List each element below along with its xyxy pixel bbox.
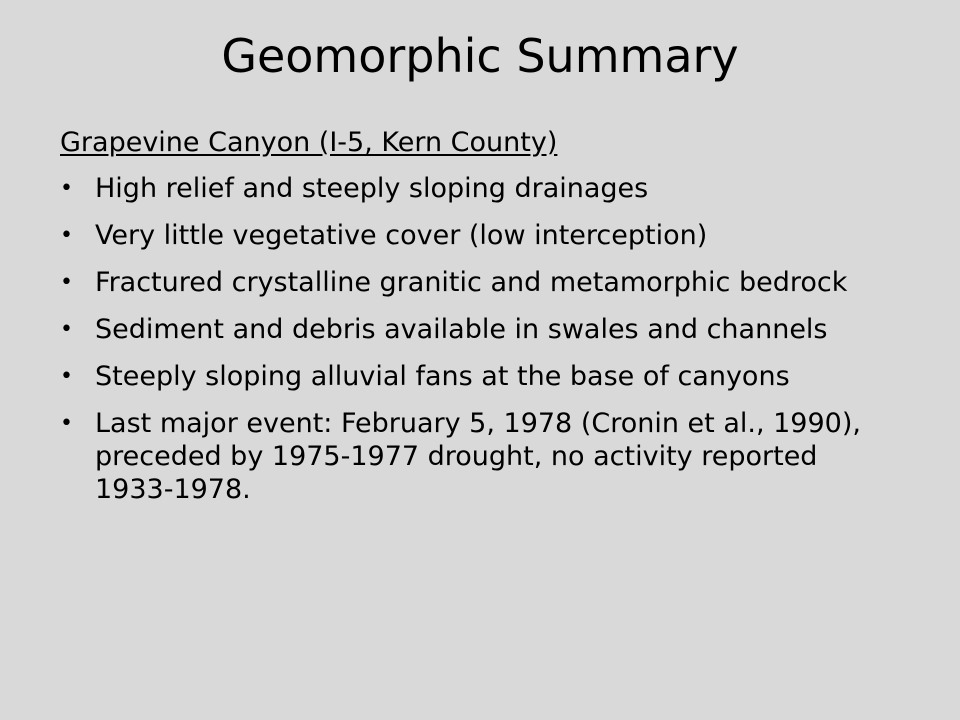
bullet-item	[60, 360, 880, 393]
bullet-icon: •	[60, 317, 73, 342]
bullet-list	[60, 172, 880, 506]
bullet-text: Fractured crystalline granitic and metamorphic bedrock	[95, 267, 848, 298]
bullet-item	[60, 266, 880, 299]
bullet-item	[60, 313, 880, 346]
bullet-text: Steeply sloping alluvial fans at the base of canyons	[95, 361, 790, 392]
bullet-text: Very little vegetative cover (low interception)	[95, 220, 708, 251]
bullet-item	[60, 407, 880, 506]
bullet-icon: •	[60, 411, 73, 436]
bullet-item	[60, 172, 880, 205]
bullet-text: Last major event: February 5, 1978 (Cronin et al., 1990), preceded by 1975-1977 drought, no activity reported 1933-1978.	[95, 408, 861, 505]
bullet-item	[60, 219, 880, 252]
slide-title: Geomorphic Summary	[221, 29, 739, 83]
bullet-icon: •	[60, 176, 73, 201]
bullet-text: High relief and steeply sloping drainages	[95, 173, 649, 204]
bullet-icon: •	[60, 270, 73, 295]
bullet-icon: •	[60, 223, 73, 248]
bullet-icon: •	[60, 364, 73, 389]
slide-content	[60, 126, 880, 520]
bullet-text: Sediment and debris available in swales and channels	[95, 314, 828, 345]
location-subheading: Grapevine Canyon (I-5, Kern County)	[60, 127, 558, 158]
